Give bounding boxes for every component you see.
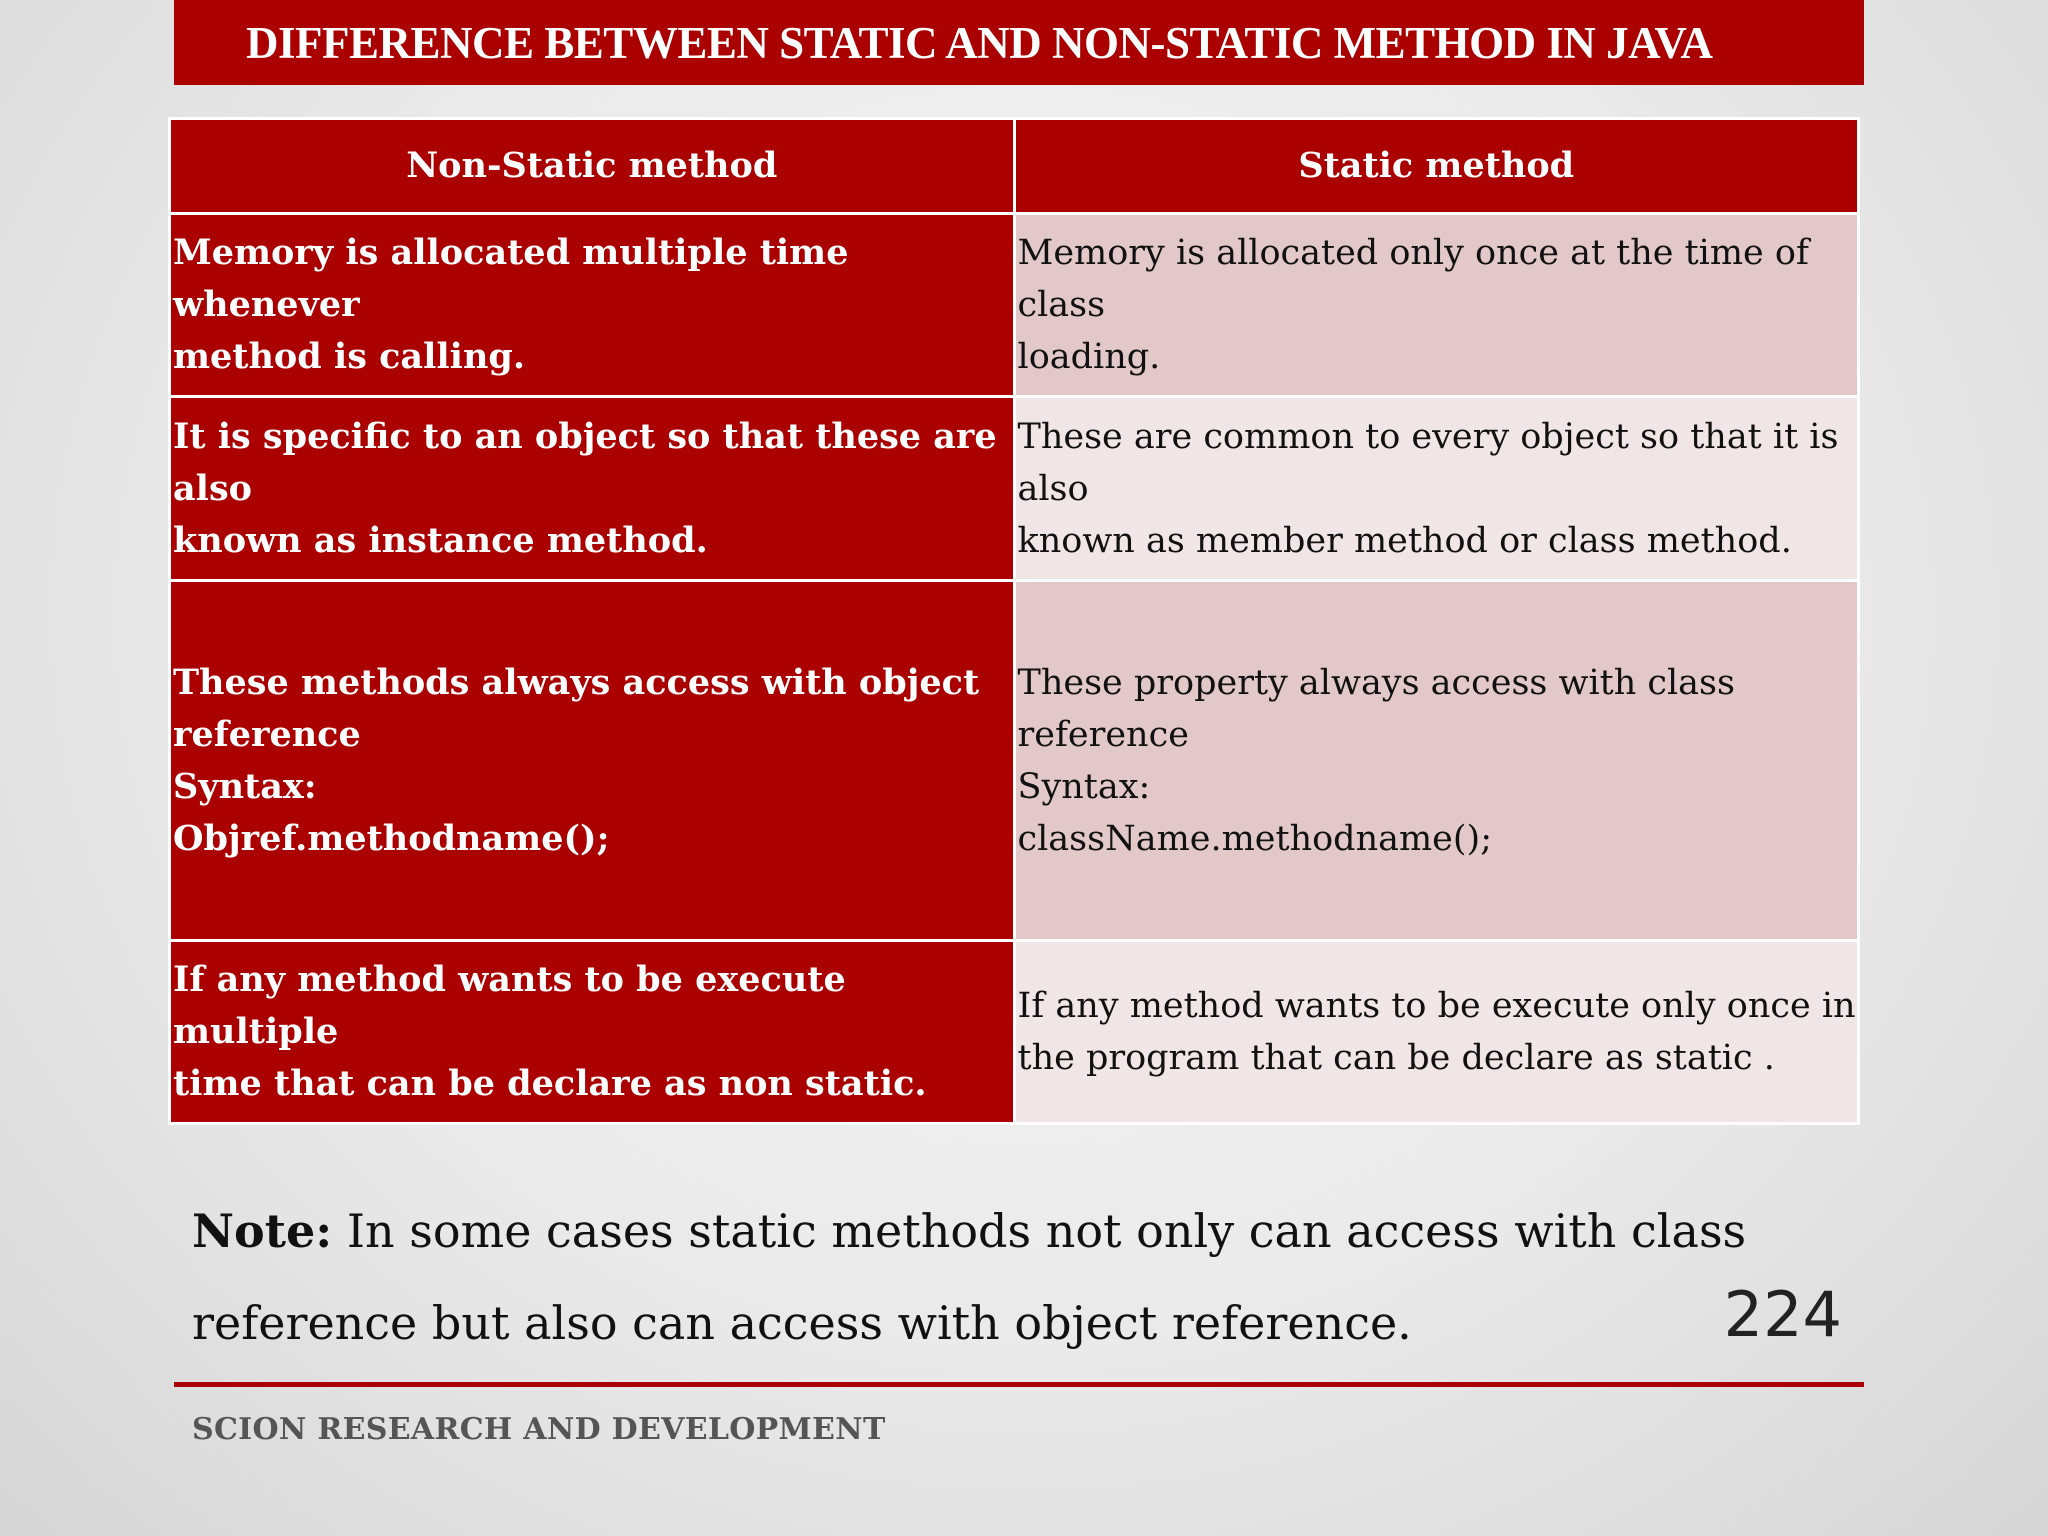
static-cell (1014, 397, 1859, 581)
cell-text: If any method wants to be execute only once in the program that can be declare as static . (1017, 986, 1856, 1078)
static-cell (1014, 581, 1859, 941)
table-row (170, 941, 1859, 1124)
non-static-cell (170, 214, 1015, 397)
header-non-static: Non-Static method (170, 119, 1015, 214)
comparison-table (168, 117, 1860, 1125)
note-text: In some cases static methods not only can access with class reference but also can access with object reference. (192, 1204, 1747, 1350)
slide-title-bar (174, 0, 1864, 85)
non-static-cell (170, 941, 1015, 1124)
slide-title: DIFFERENCE BETWEEN STATIC AND NON-STATIC METHOD IN JAVA (246, 17, 1713, 68)
footer-text: SCION RESEARCH AND DEVELOPMENT (192, 1412, 886, 1447)
cell-text: Memory is allocated only once at the time of class loading. (1017, 233, 1809, 377)
footer-divider (174, 1382, 1864, 1387)
cell-text: If any method wants to be execute multiple time that can be declare as non static. (173, 959, 927, 1104)
table-row (170, 397, 1859, 581)
cell-text: Memory is allocated multiple time whenever method is calling. (173, 232, 849, 377)
table-row (170, 214, 1859, 397)
non-static-cell (170, 581, 1015, 941)
non-static-cell (170, 397, 1015, 581)
cell-text: These property always access with class reference Syntax: className.methodname(); (1017, 662, 1735, 859)
page-number: 224 (1723, 1278, 1842, 1351)
table-header-row (170, 119, 1859, 214)
note-paragraph (192, 1185, 1752, 1369)
static-cell (1014, 214, 1859, 397)
cell-text: It is specific to an object so that these are also known as instance method. (173, 415, 997, 561)
cell-text: These methods always access with object reference Syntax: Objref.methodname(); (173, 661, 980, 859)
table-row (170, 581, 1859, 941)
static-cell (1014, 941, 1859, 1124)
header-static: Static method (1014, 119, 1859, 214)
cell-text: These are common to every object so that it is also known as member method or class method. (1017, 416, 1839, 561)
note-label: Note: (192, 1204, 333, 1258)
